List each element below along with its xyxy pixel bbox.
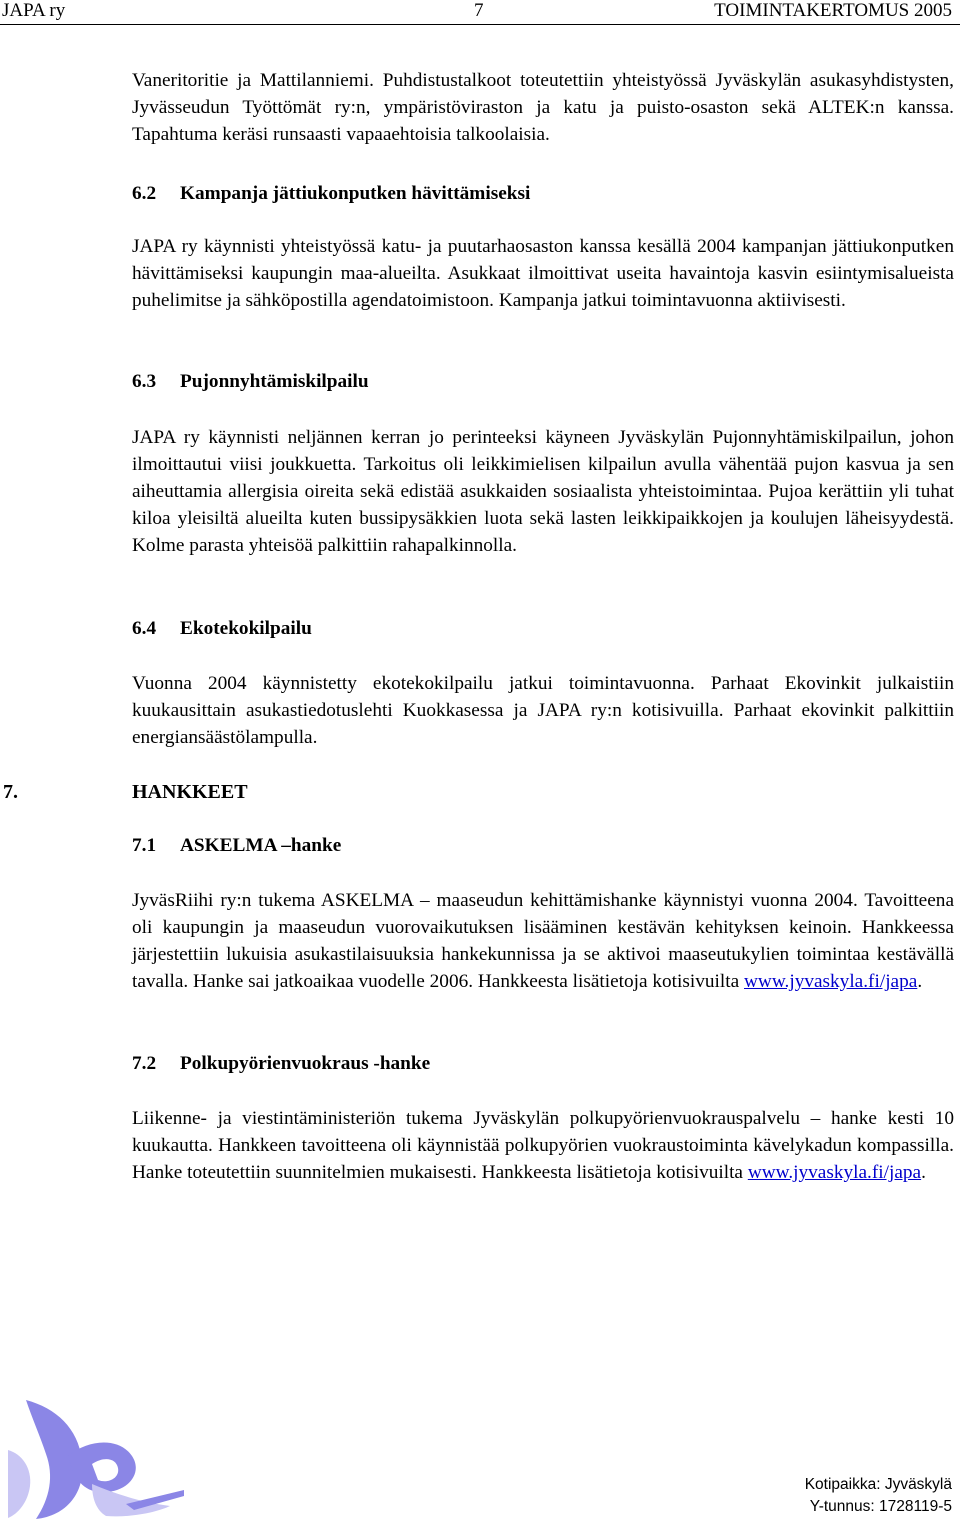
page-header — [0, 0, 960, 22]
heading-title: Ekotekokilpailu — [180, 618, 312, 639]
page-footer — [805, 1474, 952, 1518]
heading-title: Polkupyörienvuokraus -hanke — [180, 1053, 431, 1074]
heading-number: 7. — [3, 781, 18, 803]
heading-6-3 — [132, 369, 369, 395]
website-link[interactable]: www.jyvaskyla.fi/japa — [744, 971, 918, 992]
paragraph-end: . — [917, 971, 923, 992]
heading-number: 7.2 — [132, 1053, 157, 1074]
paragraph-text: Liikenne- ja viestintäministeriön tukema Jyväskylän polkupyörienvuokrauspalvelu – hanke kesti 10 kuukautta. Hankkeen tavoitteena oli käynnistää polkupyörien vuokraustoiminta kävelykadun kompassilla. Hanke toteutettiin suunnitelmien mukaisesti. Hankkeesta lisätietoja kotisivuilta — [132, 1108, 954, 1183]
heading-7-2 — [132, 1051, 430, 1077]
paragraph-7-2 — [132, 1105, 954, 1186]
heading-number: 6.3 — [132, 371, 157, 392]
footer-domicile: Kotipaikka: Jyväskylä — [804, 1476, 952, 1493]
japa-logo — [8, 1398, 208, 1520]
paragraph-7-1 — [132, 887, 954, 995]
header-report-title: TOIMINTAKERTOMUS 2005 — [714, 0, 952, 21]
heading-title: Pujonnyhtämiskilpailu — [180, 371, 369, 392]
intro-paragraph: Vaneritoritie ja Mattilanniemi. Puhdistustalkoot toteutettiin yhteistyössä Jyväskylän asukasyhdistysten, Jyvässeudun Työttömät ry:n, ympäristöviraston ja katu ja puisto-osaston sekä ALTEK:n kanssa. Tapahtuma keräsi runsaasti vapaaehtoisia talkoolaisia. — [132, 70, 954, 145]
paragraph-6-2: JAPA ry käynnisti yhteistyössä katu- ja puutarhaosaston kanssa kesällä 2004 kampanjan jättiukonputken hävittämiseksi kaupungin maa-alueilta. Asukkaat ilmoittivat useita havaintoja kasvin esiintymisalueista puhelimitse ja sähköpostilla agendatoimistoon. Kampanja jatkui toimintavuonna aktiivisesti. — [132, 236, 954, 311]
header-org: JAPA ry — [2, 0, 66, 21]
paragraph-6-3: JAPA ry käynnisti neljännen kerran jo perinteeksi käyneen Jyväskylän Pujonnyhtämiskilpailun, johon ilmoittautui viisi joukkuetta. Tarkoitus oli leikkimielisen kilpailun avulla vähentää pujon kasvua ja sen aiheuttamia allergisia oireita sekä edistää asukkaiden sosiaalista yhteistoimintaa. Pujoa kerättiin yli tuhat kiloa yleisiltä alueilta kuten bussipysäkkien luota sekä lasten leikkipaikkojen ja koulujen läheisyydestä. Kolme parasta yhteisöä palkittiin rahapalkinnolla. — [132, 427, 954, 556]
heading-6-4 — [132, 616, 312, 642]
paragraph-6-4: Vuonna 2004 käynnistetty ekotekokilpailu jatkui toimintavuonna. Parhaat Ekovinkit julkaistiin kuukausittain asukastiedotuslehti Kuokkasessa ja JAPA ry:n kotisivuilla. Parhaat ekovinkit palkittiin energiansäästölampulla. — [132, 673, 954, 748]
heading-number: 6.4 — [132, 618, 157, 639]
heading-7 — [3, 779, 248, 805]
heading-number: 6.2 — [132, 183, 157, 204]
heading-title: HANKKEET — [132, 781, 248, 803]
heading-title: Kampanja jättiukonputken hävittämiseksi — [180, 183, 531, 204]
footer-business-id: Y-tunnus: 1728119-5 — [809, 1498, 952, 1515]
heading-number: 7.1 — [132, 835, 157, 856]
heading-title: ASKELMA –hanke — [180, 835, 342, 856]
page-number: 7 — [474, 0, 484, 21]
paragraph-text: JyväsRiihi ry:n tukema ASKELMA – maaseudun kehittämishanke käynnistyi vuonna 2004. Tavoitteena oli kaupungin ja maaseudun vuorovaikutuksen lisääminen kestävän kehityksen keinoin. Hankkeessa järjestettiin lukuisia asukastilaisuuksia hankekunnissa ja se aktivoi maaseutukylien toimintaa kestävällä tavalla. Hanke sai jatkoaikaa vuodelle 2006. Hankkeesta lisätietoja kotisivuilta — [132, 890, 954, 992]
heading-6-2 — [132, 181, 530, 207]
heading-7-1 — [132, 833, 341, 859]
header-rule — [0, 24, 960, 25]
website-link[interactable]: www.jyvaskyla.fi/japa — [747, 1162, 922, 1183]
paragraph-end: . — [921, 1162, 926, 1183]
